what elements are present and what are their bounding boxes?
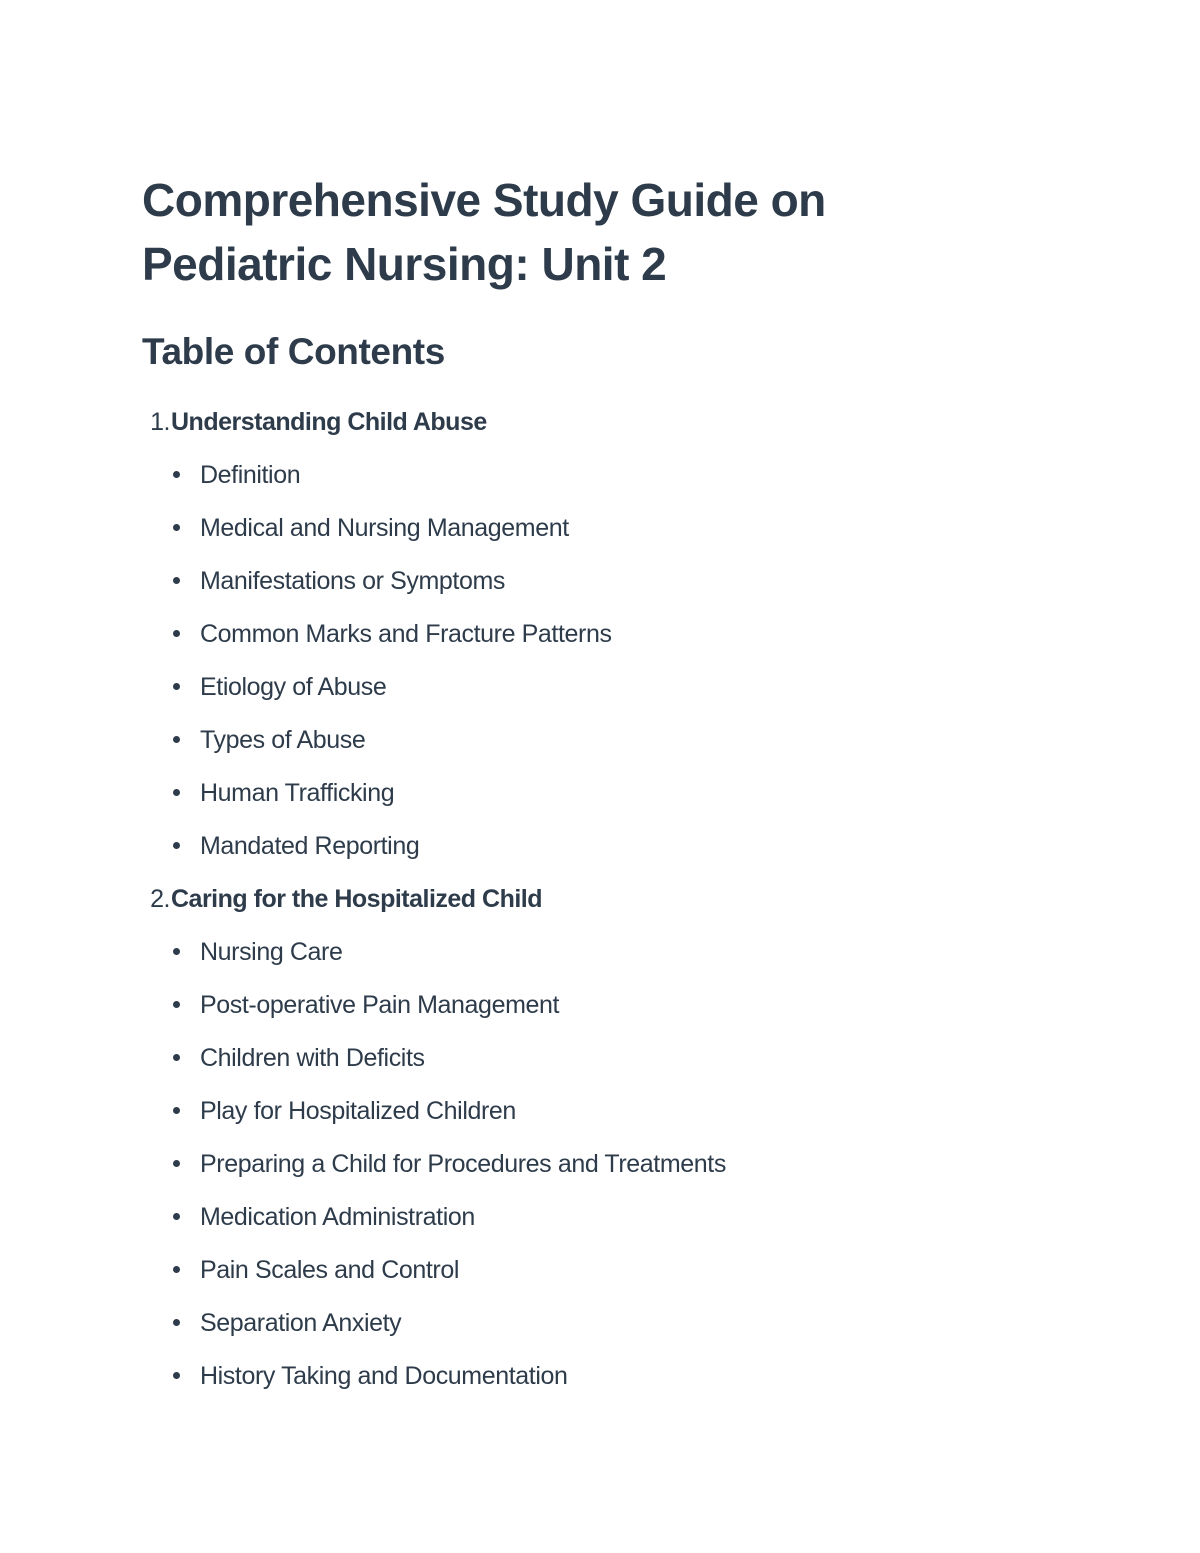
toc-subitem [142,620,1042,673]
toc-subitem-label: Nursing Care [200,938,343,966]
toc-subitem-label: Play for Hospitalized Children [200,1097,516,1125]
section-number: 1. [150,408,170,436]
bullet-icon [173,1319,180,1326]
document-title [142,168,1042,296]
toc-subitem [142,514,1042,567]
bullet-icon [173,842,180,849]
toc-subitem-label: Preparing a Child for Procedures and Treatments [200,1150,726,1178]
toc-subitem [142,673,1042,726]
toc-subitem [142,832,1042,885]
toc-subitem-label: Human Trafficking [200,779,395,807]
toc-section-hospitalized-child [142,885,1042,1415]
table-of-contents-heading: Table of Contents [142,331,445,372]
toc-subitem [142,1150,1042,1203]
toc-subitem [142,1097,1042,1150]
toc-subitem-label: Separation Anxiety [200,1309,402,1337]
toc-subitem [142,726,1042,779]
toc-subitem-label: Medication Administration [200,1203,475,1231]
toc-subitem-list [142,938,1042,1415]
toc-subitem [142,1362,1042,1415]
toc-subitem [142,1256,1042,1309]
toc-subitem [142,567,1042,620]
bullet-icon [173,471,180,478]
bullet-icon [173,1213,180,1220]
bullet-icon [173,1160,180,1167]
document-title-line-2: Pediatric Nursing: Unit 2 [142,238,667,290]
bullet-icon [173,524,180,531]
bullet-icon [173,630,180,637]
toc-subitem-label: Manifestations or Symptoms [200,567,505,595]
toc-subitem [142,1309,1042,1362]
toc-subitem-label: Post-operative Pain Management [200,991,560,1019]
toc-subitem-label: Types of Abuse [200,726,366,754]
toc-subitem [142,461,1042,514]
toc-subitem-label: Etiology of Abuse [200,673,387,701]
bullet-icon [173,1266,180,1273]
toc-subitem [142,779,1042,832]
toc-subitem [142,1203,1042,1256]
bullet-icon [173,1107,180,1114]
bullet-icon [173,1001,180,1008]
bullet-icon [173,577,180,584]
toc-subitem-list [142,461,1042,885]
bullet-icon [173,1054,180,1061]
toc-subitem-label: Definition [200,461,301,489]
toc-subitem [142,991,1042,1044]
toc-section-child-abuse [142,408,1042,885]
document-page [142,168,1042,1415]
toc-section-heading [142,885,1042,938]
toc-subitem-label: Children with Deficits [200,1044,425,1072]
toc-subitem-label: History Taking and Documentation [200,1362,568,1390]
toc-subitem [142,938,1042,991]
bullet-icon [173,948,180,955]
table-of-contents-list [142,408,1042,1415]
section-number: 2. [150,885,170,913]
toc-section-heading [142,408,1042,461]
toc-subitem [142,1044,1042,1097]
section-title: Understanding Child Abuse [171,408,487,436]
bullet-icon [173,736,180,743]
toc-subitem-label: Common Marks and Fracture Patterns [200,620,612,648]
bullet-icon [173,683,180,690]
section-title: Caring for the Hospitalized Child [171,885,543,913]
toc-subitem-label: Pain Scales and Control [200,1256,460,1284]
toc-subitem-label: Mandated Reporting [200,832,420,860]
bullet-icon [173,789,180,796]
toc-subitem-label: Medical and Nursing Management [200,514,569,542]
document-title-line-1: Comprehensive Study Guide on [142,174,826,226]
bullet-icon [173,1372,180,1379]
